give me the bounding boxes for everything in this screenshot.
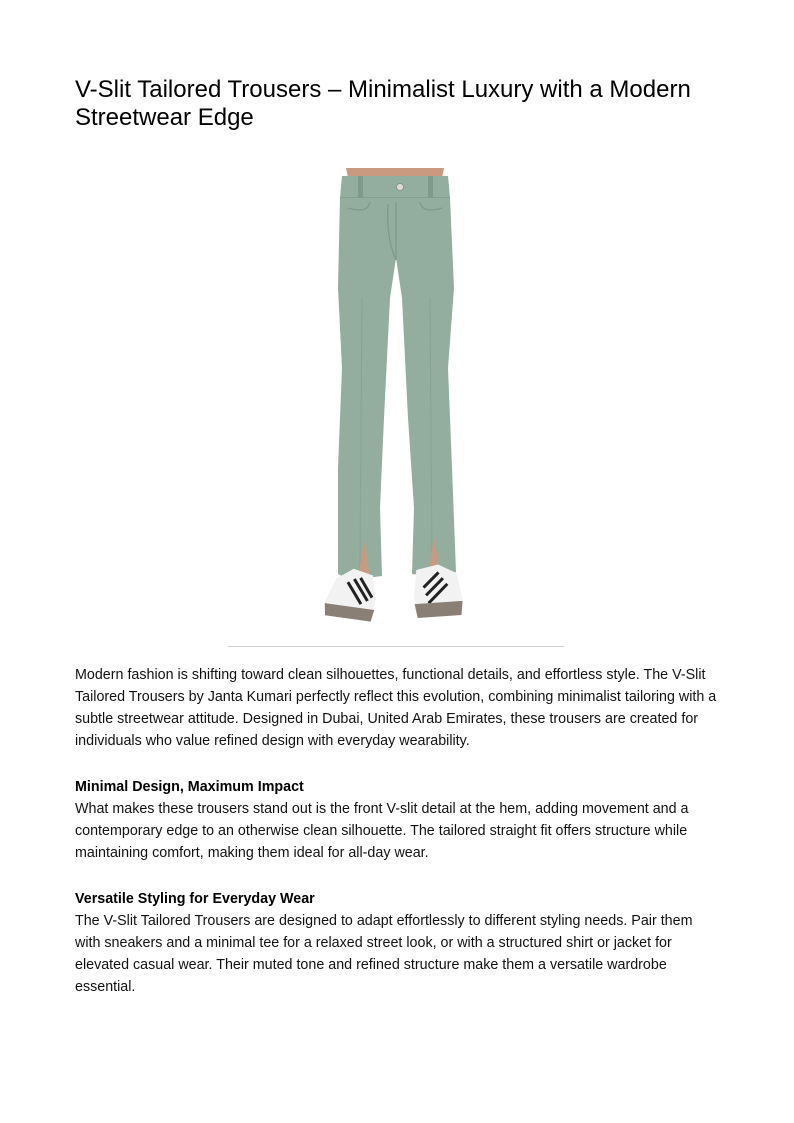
image-divider [228, 646, 564, 647]
section-minimal-design [75, 776, 719, 864]
product-figure [75, 168, 719, 664]
document-page [75, 76, 719, 998]
section-heading: Versatile Styling for Everyday Wear [75, 891, 315, 907]
section-heading: Minimal Design, Maximum Impact [75, 779, 304, 795]
page-title: V-Slit Tailored Trousers – Minimalist Luxury with a Modern Streetwear Edge [75, 76, 691, 131]
section-versatile-styling [75, 888, 719, 998]
section-paragraph: What makes these trousers stand out is the front V-slit detail at the hem, adding movement and a contemporary edge to an otherwise clean silhouette. The tailored straight fit offers structure while maintaining comfort, making them ideal for all-day wear. [75, 801, 689, 861]
section-paragraph: The V-Slit Tailored Trousers are designed to adapt effortlessly to different styling needs. Pair them with sneakers and a minimal tee for a relaxed street look, or with a structured shirt or jacket for elevated casual wear. Their muted tone and refined structure make them a versatile wardrobe essential. [75, 913, 693, 995]
intro-paragraph: Modern fashion is shifting toward clean silhouettes, functional details, and effortless style. The V-Slit Tailored Trousers by Janta Kumari perfectly reflect this evolution, combining minimalist tailoring with a subtle streetwear attitude. Designed in Dubai, United Arab Emirates, these trousers are created for individuals who value refined design with everyday wearability. [75, 667, 717, 749]
trousers-product-photo-icon [230, 168, 560, 648]
